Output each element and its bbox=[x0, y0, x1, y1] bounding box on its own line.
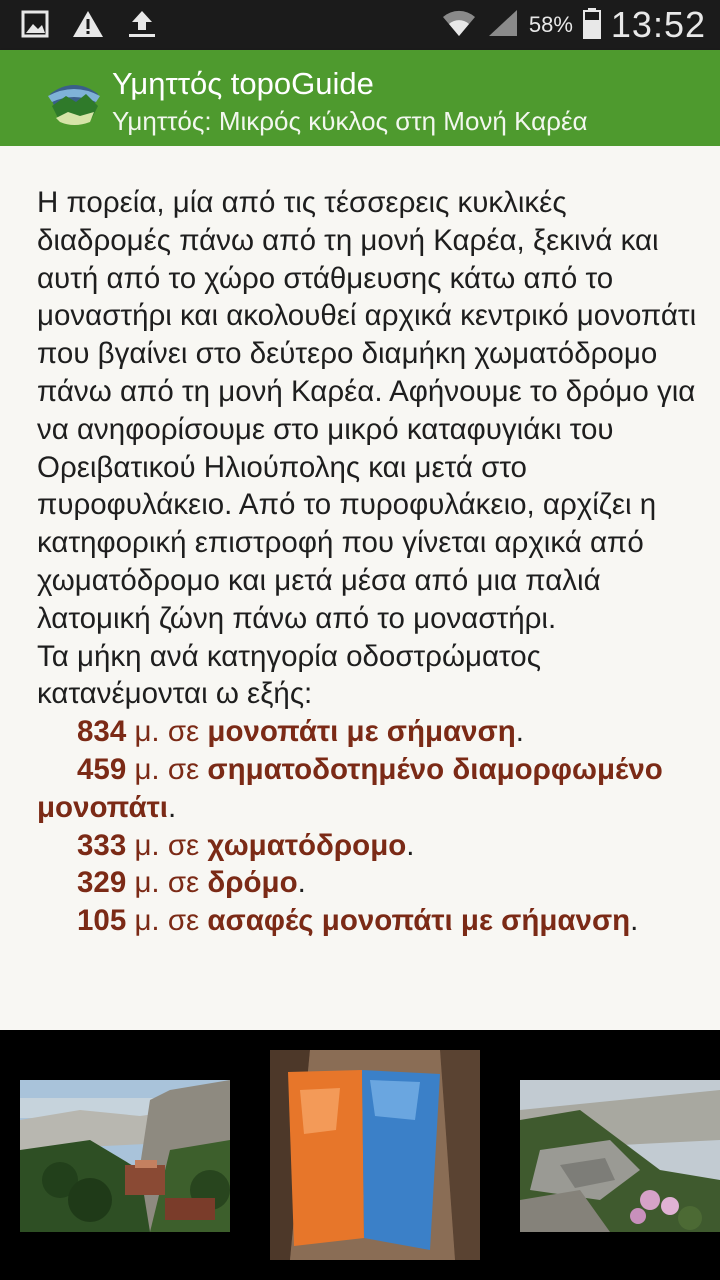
route-subtitle: Υμηττός: Μικρός κύκλος στη Μονή Καρέα bbox=[112, 106, 588, 136]
gallery-notification-icon bbox=[20, 9, 50, 44]
quarry-photo[interactable] bbox=[520, 1080, 720, 1232]
signal-icon bbox=[487, 8, 519, 43]
surface-link[interactable]: χωματόδρομο bbox=[207, 828, 407, 862]
list-item: 329 μ. σε δρόμο. bbox=[77, 866, 306, 900]
surface-link[interactable]: μονοπάτι με σήμανση bbox=[207, 715, 516, 749]
upload-notification-icon bbox=[126, 8, 158, 45]
surface-link[interactable]: σηματοδοτημένο διαμορφωμένο μονοπάτι bbox=[37, 752, 663, 824]
route-description-panel[interactable] bbox=[0, 146, 720, 1030]
surface-lengths-list bbox=[37, 713, 697, 940]
list-item: 459 μ. σε σηματοδοτημένο διαμορφωμένο μονοπάτι. bbox=[37, 752, 663, 824]
lengths-intro: Τα μήκη ανά κατηγορία οδοστρώματος κατανέμονται ω εξής: bbox=[37, 639, 541, 711]
status-bar bbox=[0, 0, 720, 50]
surface-link[interactable]: δρόμο bbox=[207, 866, 298, 900]
wifi-icon bbox=[441, 8, 477, 43]
app-logo-icon[interactable] bbox=[46, 72, 102, 128]
list-item: 105 μ. σε ασαφές μονοπάτι με σήμανση. bbox=[77, 904, 639, 938]
battery-percentage: 58% bbox=[528, 12, 573, 37]
app-bar bbox=[0, 50, 720, 146]
monastery-photo[interactable] bbox=[20, 1080, 230, 1232]
list-item: 834 μ. σε μονοπάτι με σήμανση. bbox=[77, 715, 524, 749]
clock: 13:52 bbox=[610, 4, 706, 45]
trail-marker-photo[interactable] bbox=[270, 1050, 480, 1260]
description-paragraph: Η πορεία, μία από τις τέσσερεις κυκλικές διαδρομές πάνω από τη μονή Καρέα, ξεκινά και αυτή από το χώρο στάθμευσης κάτω από το μοναστήρι και ακολουθεί αρχικά κεντρικό μονοπάτι που βγαίνει στο δεύτερο διαμήκη χωματόδρομο πάνω από τη μονή Καρέα. Αφήνουμε το δρόμο για να ανηφορίσουμε στο μικρό καταφυγιάκι του Ορειβατικού Ηλιούπολης και μετά στο πυροφυλάκειο. Από το πυροφυλάκειο, αρχίζει η κατηφορική επιστροφή που γίνεται αρχικά από χωματόδρομο και μετά μέσα από μια παλιά λατομική ζώνη πάνω από το μοναστήρι. bbox=[37, 186, 697, 635]
list-item: 333 μ. σε χωματόδρομο. bbox=[77, 828, 415, 862]
battery-icon bbox=[583, 7, 601, 44]
surface-link[interactable]: ασαφές μονοπάτι με σήμανση bbox=[207, 904, 631, 938]
app-title: Υμηττός topoGuide bbox=[112, 66, 374, 101]
photo-gallery[interactable] bbox=[0, 1030, 720, 1280]
route-description bbox=[37, 184, 697, 940]
warning-notification-icon bbox=[72, 9, 104, 44]
